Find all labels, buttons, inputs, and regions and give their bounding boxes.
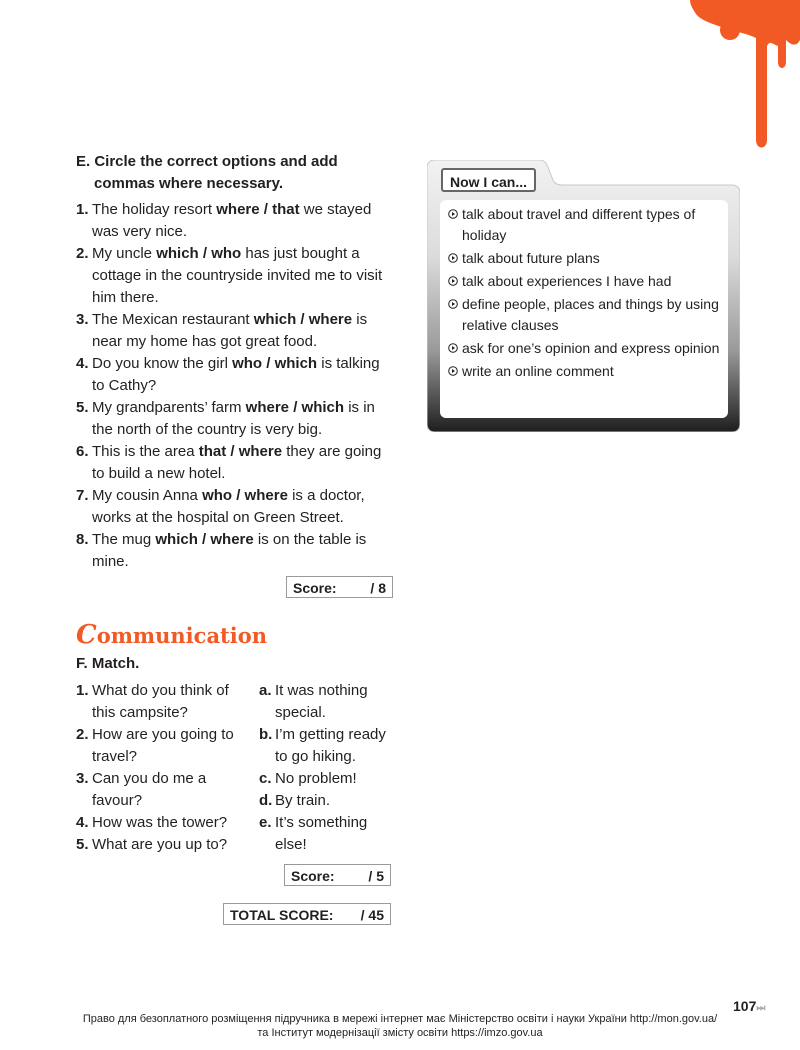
item-text-after: they are going to build a new hotel. (92, 443, 382, 482)
answer-text: No problem! (275, 770, 357, 787)
exercise-e-item (76, 485, 396, 529)
play-arrow-icon (448, 299, 458, 309)
answer-letter: c. (259, 770, 272, 787)
item-text-after: is near my home has got great food. (92, 311, 368, 350)
match-question (76, 812, 246, 834)
item-text-before: My cousin Anna (92, 487, 203, 504)
now-i-can-item-text: write an online comment (462, 363, 614, 379)
item-text-before: My uncle (92, 245, 157, 262)
total-score-box (223, 903, 391, 925)
exercise-f-score-box (284, 864, 391, 886)
play-arrow-icon (448, 276, 458, 286)
answer-text: It was nothing special. (275, 682, 368, 721)
item-number: 1. (76, 201, 89, 218)
match-question (76, 724, 246, 768)
answer-letter: b. (259, 726, 273, 743)
question-number: 3. (76, 770, 89, 787)
now-i-can-item-text: talk about future plans (462, 250, 600, 266)
exercise-e-item (76, 529, 396, 573)
total-score-value: / 45 (360, 907, 384, 923)
play-arrow-icon (448, 253, 458, 263)
item-options[interactable]: who / which (232, 355, 318, 372)
now-i-can-item-text: talk about travel and different types of holiday (462, 206, 696, 243)
fast-forward-icon: ⏭ (756, 1003, 766, 1014)
score-value: / 5 (368, 868, 384, 884)
match-question (76, 680, 246, 724)
question-text: Can you do me a favour? (92, 770, 207, 809)
match-answers (259, 680, 399, 856)
exercise-e-item (76, 309, 396, 353)
match-questions (76, 680, 246, 856)
item-text-before: This is the area (92, 443, 199, 460)
now-i-can-item-text: ask for one’s opinion and express opinion (462, 340, 720, 356)
question-number: 1. (76, 682, 89, 699)
answer-letter: a. (259, 682, 272, 699)
exercise-e-heading-line2: commas where necessary. (94, 175, 284, 192)
match-answer (259, 768, 399, 790)
match-question (76, 834, 246, 856)
item-text-before: The holiday resort (92, 201, 217, 218)
item-number: 8. (76, 531, 89, 548)
item-options[interactable]: which / where (253, 311, 353, 328)
item-number: 5. (76, 399, 89, 416)
question-text: How was the tower? (92, 814, 228, 831)
play-arrow-icon (448, 366, 458, 376)
item-text-before: The Mexican restaurant (92, 311, 254, 328)
exercise-e-item (76, 397, 396, 441)
now-i-can-tab: Now I can... (441, 168, 536, 192)
match-answer (259, 790, 399, 812)
now-i-can-list (440, 200, 728, 382)
exercise-e-heading-line1: E. Circle the correct options and add (76, 153, 338, 170)
now-i-can-item (448, 204, 720, 246)
item-number: 2. (76, 245, 89, 262)
now-i-can-panel (440, 200, 728, 418)
item-options[interactable]: where / that (216, 201, 300, 218)
now-i-can-item-text: talk about experiences I have had (462, 273, 672, 289)
play-arrow-icon (448, 209, 458, 219)
exercise-e-score-box (286, 576, 393, 598)
item-number: 6. (76, 443, 89, 460)
question-text: What do you think of this campsite? (92, 682, 229, 721)
now-i-can-item (448, 361, 720, 382)
match-answer (259, 680, 399, 724)
match-answer (259, 724, 399, 768)
exercise-e-heading (76, 151, 396, 195)
item-number: 7. (76, 487, 89, 504)
item-text-before: My grandparents’ farm (92, 399, 246, 416)
item-text-after: is in the north of the country is very big. (92, 399, 375, 438)
question-number: 4. (76, 814, 89, 831)
footer-copyright (0, 1012, 800, 1040)
item-text-after: is talking to Cathy? (92, 355, 380, 394)
item-text-before: The mug (92, 531, 156, 548)
play-arrow-icon (448, 343, 458, 353)
exercise-e-item (76, 243, 396, 309)
item-options[interactable]: which / who (156, 245, 242, 262)
item-text-after: has just bought a cottage in the countryside invited me to visit him there. (92, 245, 383, 306)
footer-line1: Право для безоплатного розміщення підручника в мережі інтернет має Міністерство освіти і науки України http://mon.gov.ua/ (82, 1013, 718, 1025)
answer-letter: d. (259, 792, 273, 809)
footer-line2: та Інститут модернізації змісту освіти https://imzo.gov.ua (257, 1027, 543, 1039)
now-i-can-item (448, 271, 720, 292)
communication-title-initial: C (76, 620, 97, 650)
exercise-e-item (76, 441, 396, 485)
score-label: Score: (291, 868, 335, 884)
answer-letter: e. (259, 814, 272, 831)
now-i-can-item (448, 294, 720, 336)
now-i-can-item (448, 248, 720, 269)
question-number: 2. (76, 726, 89, 743)
question-text: How are you going to travel? (92, 726, 234, 765)
paint-splash-decoration (690, 0, 800, 150)
question-number: 5. (76, 836, 89, 853)
now-i-can-box (427, 160, 740, 432)
item-text-after: is a doctor, works at the hospital on Green Street. (92, 487, 365, 526)
answer-text: By train. (275, 792, 331, 809)
answer-text: I’m getting ready to go hiking. (275, 726, 386, 765)
exercise-e (76, 151, 396, 573)
score-label: Score: (293, 580, 337, 596)
communication-title-rest: ommunication (96, 623, 268, 648)
item-text-after: we stayed was very nice. (92, 201, 372, 240)
item-text-after: is on the table is mine. (92, 531, 367, 570)
item-options[interactable]: where / which (245, 399, 345, 416)
answer-text: It’s something else! (275, 814, 368, 853)
item-number: 3. (76, 311, 89, 328)
item-number: 4. (76, 355, 89, 372)
now-i-can-item (448, 338, 720, 359)
now-i-can-item-text: define people, places and things by using relative clauses (462, 296, 719, 333)
question-text: What are you up to? (92, 836, 228, 853)
score-value: / 8 (370, 580, 386, 596)
item-options[interactable]: who / where (202, 487, 288, 504)
page-number-value: 107 (733, 998, 757, 1014)
item-options[interactable]: which / where (155, 531, 254, 548)
item-text-before: Do you know the girl (92, 355, 233, 372)
item-options[interactable]: that / where (198, 443, 283, 460)
exercise-f-heading: F. Match. (76, 655, 140, 672)
exercise-e-item (76, 199, 396, 243)
total-score-label: TOTAL SCORE: (230, 907, 334, 923)
exercise-e-item (76, 353, 396, 397)
exercise-e-list (76, 199, 396, 573)
match-answer (259, 812, 399, 856)
communication-title (76, 620, 267, 650)
match-question (76, 768, 246, 812)
